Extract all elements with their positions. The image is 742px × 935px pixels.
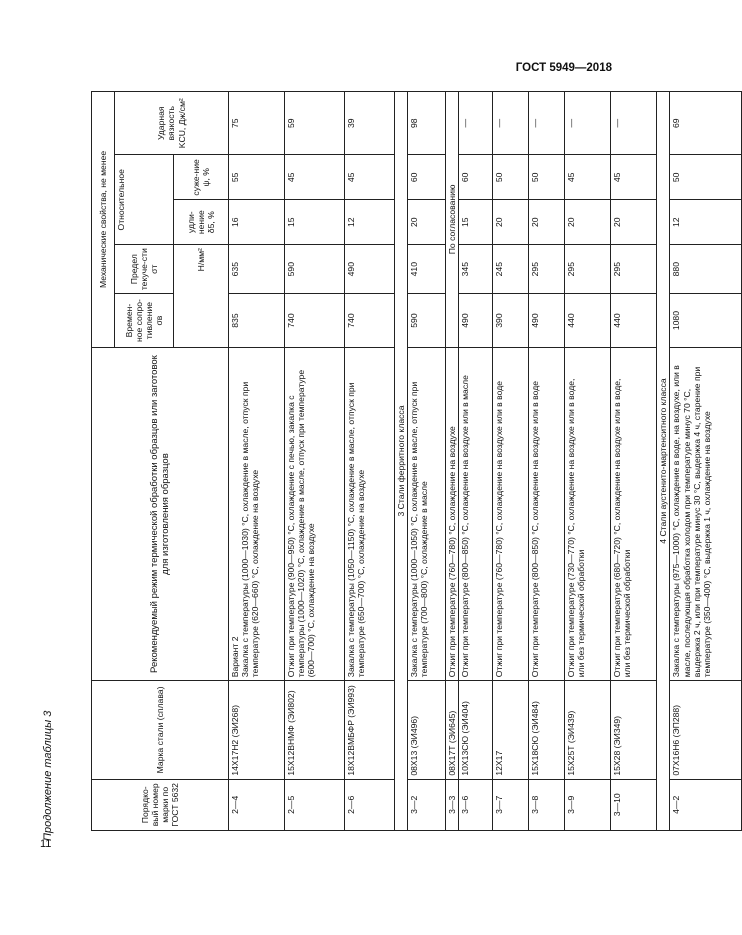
cell-mode: Отжиг при температуре (760—780) °С, охлаждение на воздухе: [446, 347, 459, 680]
cell-kcu: —: [493, 92, 529, 155]
cell-sigma-b: 740: [285, 294, 345, 348]
cell-grade: 10Х13СЮ (ЭИ404): [459, 681, 493, 779]
cell-grade: 07Х16Н6 (ЭП288): [670, 681, 742, 779]
cell-delta: 15: [285, 200, 345, 245]
cell-psi: 45: [345, 155, 395, 200]
cell-kcu: 39: [345, 92, 395, 155]
cell-sigma-b: 490: [459, 294, 493, 348]
cell-mode: Вариант 2 Закалка с температуры (1000—1030) °С, охлаждение в масле, отпуск при температуре (620—660) °С, охлаждение на воздухе: [229, 347, 285, 680]
header-number: Порядко-вый номер марки по ГОСТ 5632: [92, 779, 229, 830]
header-unit: Н/мм²: [174, 245, 229, 348]
header-delta: удли-нение δ5, %: [174, 200, 229, 245]
header-sigma-t: Предел текуче-сти σт: [115, 245, 174, 294]
table-row: [285, 92, 345, 831]
cell-sigma-t: 635: [229, 245, 285, 294]
cell-delta: 12: [345, 200, 395, 245]
cell-delta: 20: [493, 200, 529, 245]
cell-grade: 12Х17: [493, 681, 529, 779]
cell-delta: 20: [529, 200, 565, 245]
cell-kcu: 98: [408, 92, 446, 155]
properties-table: [91, 91, 742, 831]
cell-grade: 15Х28 (ЭИ349): [611, 681, 657, 779]
cell-sigma-t: 245: [493, 245, 529, 294]
cell-sigma-b: 490: [529, 294, 565, 348]
table-row: [459, 92, 493, 831]
cell-psi: 50: [529, 155, 565, 200]
cell-sigma-t: 295: [565, 245, 611, 294]
cell-agreement: По согласованию: [446, 92, 459, 348]
page-number: 11: [40, 838, 52, 850]
cell-psi: 60: [459, 155, 493, 200]
cell-sigma-t: 590: [285, 245, 345, 294]
table-row: [611, 92, 657, 831]
cell-grade: 15Х18СЮ (ЭИ484): [529, 681, 565, 779]
header-psi: суже-ние ψ, %: [174, 155, 229, 200]
table-row: [670, 92, 742, 831]
table-row: [229, 92, 285, 831]
cell-number: 2—4: [229, 779, 285, 830]
cell-mode: Закалка с температуры (975—1000) °С, охлаждение в воде, на воздухе, или в масле, последующая обработка холодом при температуре минус 70 °С, выдержка 2 ч, или при температуре минус 30 °С, выдержка 4 ч, старение при температуре (350—400) °С, выдержка 1 ч, охлаждение на воздухе: [670, 347, 742, 680]
header-kcu: Ударная вязкость KCU, Дж/см²: [115, 92, 229, 155]
cell-grade: 18Х12ВМБФР (ЭИ993): [345, 681, 395, 779]
cell-delta: 20: [408, 200, 446, 245]
cell-psi: 50: [493, 155, 529, 200]
cell-sigma-t: 880: [670, 245, 742, 294]
cell-delta: 16: [229, 200, 285, 245]
cell-delta: 20: [565, 200, 611, 245]
section-title: 3 Стали ферритного класса: [395, 92, 408, 831]
cell-mode: Отжиг при температуре (680—720) °С, охлаждение на воздухе или в воде, или без термической обработки: [611, 347, 657, 680]
cell-mode: Закалка с температуры (1000—1050) °С, охлаждение в масле, отпуск при температуре (700—800) °С, охлаждение в масле: [408, 347, 446, 680]
header-sigma-b: Времен-ное сопро-тивление σв: [115, 294, 174, 348]
cell-mode: Отжиг при температуре (800—850) °С, охлаждение на воздухе или в воде: [529, 347, 565, 680]
section-row: [395, 92, 408, 831]
cell-psi: 50: [670, 155, 742, 200]
cell-number: 3—2: [408, 779, 446, 830]
cell-kcu: 69: [670, 92, 742, 155]
section-title: 4 Стали аустенито-мартенситного класса: [657, 92, 670, 831]
section-row: [657, 92, 670, 831]
cell-psi: 55: [229, 155, 285, 200]
cell-grade: 08Х13 (ЭИ496): [408, 681, 446, 779]
cell-number: 3—8: [529, 779, 565, 830]
cell-delta: 20: [611, 200, 657, 245]
cell-psi: 45: [285, 155, 345, 200]
cell-delta: 15: [459, 200, 493, 245]
header-mech: Механические свойства, не менее: [92, 92, 115, 348]
standard-code: ГОСТ 5949—2018: [515, 62, 612, 74]
cell-sigma-b: 590: [408, 294, 446, 348]
table-row: [345, 92, 395, 831]
cell-grade: 14Х17Н2 (ЭИ268): [229, 681, 285, 779]
cell-mode: Отжиг при температуре (800—850) °С, охлаждение на воздухе или в масле: [459, 347, 493, 680]
cell-delta: 12: [670, 200, 742, 245]
cell-kcu: —: [565, 92, 611, 155]
cell-number: 3—7: [493, 779, 529, 830]
cell-mode: Отжиг при температуре (730—770) °С, охлаждение на воздухе или в воде, или без термической обработки: [565, 347, 611, 680]
cell-grade: 15Х25Т (ЭИ439): [565, 681, 611, 779]
cell-psi: 45: [565, 155, 611, 200]
rotated-table-wrapper: [91, 91, 712, 831]
cell-sigma-b: 1080: [670, 294, 742, 348]
cell-sigma-b: 835: [229, 294, 285, 348]
cell-sigma-b: 740: [345, 294, 395, 348]
cell-number: 3—9: [565, 779, 611, 830]
cell-sigma-b: 390: [493, 294, 529, 348]
cell-number: 3—10: [611, 779, 657, 830]
cell-kcu: —: [459, 92, 493, 155]
cell-kcu: —: [529, 92, 565, 155]
table-row: [529, 92, 565, 831]
cell-number: 2—6: [345, 779, 395, 830]
table-row: [408, 92, 446, 831]
cell-psi: 45: [611, 155, 657, 200]
cell-sigma-t: 410: [408, 245, 446, 294]
cell-number: 3—6: [459, 779, 493, 830]
cell-number: 4—2: [670, 779, 742, 830]
table-row: [493, 92, 529, 831]
cell-kcu: 75: [229, 92, 285, 155]
header-relative: Относительное: [115, 155, 174, 245]
cell-mode: Отжиг при температуре (900—950) °С, охлаждение с печью, закалка с температуры (1000—1020) °С, охлаждение в масле, отпуск при температуре (600—700) °С, охлаждение на воздухе: [285, 347, 345, 680]
table-row: [565, 92, 611, 831]
table-row: [446, 92, 459, 831]
cell-mode: Отжиг при температуре (760—780) °С, охлаждение на воздухе или в воде: [493, 347, 529, 680]
cell-kcu: 59: [285, 92, 345, 155]
cell-sigma-t: 295: [529, 245, 565, 294]
cell-sigma-b: 440: [565, 294, 611, 348]
table-caption: Продолжение таблицы 3: [42, 710, 54, 841]
cell-psi: 60: [408, 155, 446, 200]
cell-sigma-t: 490: [345, 245, 395, 294]
cell-sigma-t: 345: [459, 245, 493, 294]
cell-sigma-t: 295: [611, 245, 657, 294]
cell-number: 2—5: [285, 779, 345, 830]
cell-mode: Закалка с температуры (1050—1150) °С, охлаждение в масле, отпуск при температуре (650—700) °С, охлаждение на воздухе: [345, 347, 395, 680]
cell-kcu: —: [611, 92, 657, 155]
cell-grade: 08Х17Т (ЭИ645): [446, 681, 459, 779]
cell-number: 3—3: [446, 779, 459, 830]
header-grade: Марка стали (сплава): [92, 681, 229, 779]
cell-grade: 15Х12ВНМФ (ЭИ802): [285, 681, 345, 779]
header-mode: Рекомендуемый режим термической обработки образцов или заготовок для изготовления образцов: [92, 347, 229, 680]
cell-sigma-b: 440: [611, 294, 657, 348]
